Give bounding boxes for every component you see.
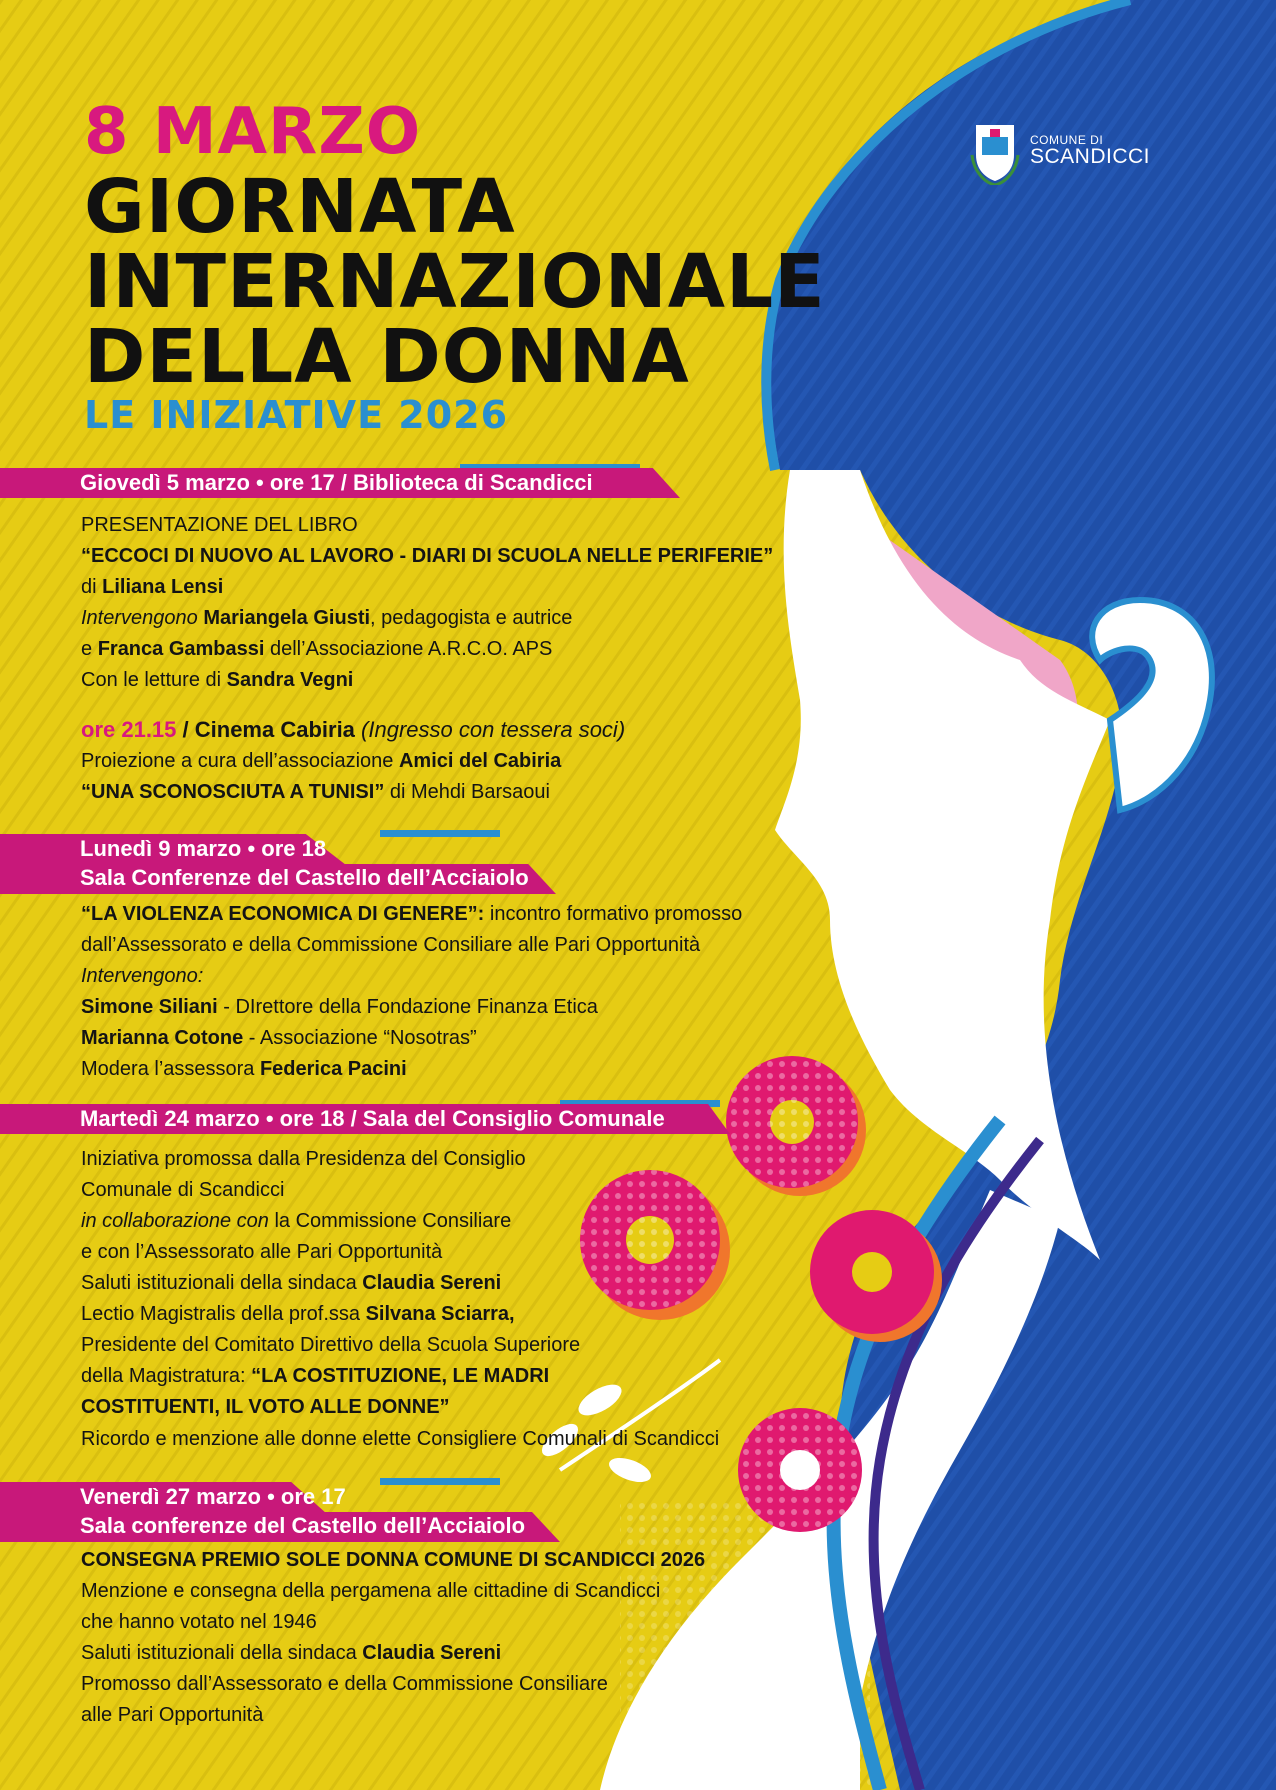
crest-icon xyxy=(966,115,1024,185)
event-line: Iniziativa promossa dalla Presidenza del Consiglio xyxy=(81,1148,526,1170)
text-fragment: Franca Gambassi xyxy=(97,638,265,660)
text-fragment: / xyxy=(176,717,195,742)
text-fragment: - DIrettore della Fondazione Finanza Etica xyxy=(217,996,598,1018)
event-line: COSTITUENTI, IL VOTO ALLE DONNE” xyxy=(81,1396,450,1418)
text-fragment: Liliana Lensi xyxy=(102,576,224,598)
text-fragment: Simone Siliani xyxy=(81,996,218,1018)
event-line xyxy=(81,1268,501,1299)
event-line xyxy=(81,1023,477,1054)
event-band xyxy=(0,1100,730,1134)
text-fragment: incontro formativo promosso xyxy=(484,903,743,925)
event-line: Comunale di Scandicci xyxy=(81,1179,285,1201)
text-fragment: di Mehdi Barsaoui xyxy=(384,781,550,803)
event-line xyxy=(81,634,552,665)
event-line xyxy=(81,777,550,808)
logo-line1: COMUNE DI xyxy=(1030,133,1104,147)
event-band xyxy=(0,1478,560,1542)
text-fragment: in collaborazione con xyxy=(81,1210,269,1232)
event-line xyxy=(81,899,742,930)
text-fragment: Intervengono xyxy=(81,607,198,629)
event-line xyxy=(81,1206,511,1237)
text-fragment: Lectio Magistralis della prof.ssa xyxy=(81,1303,366,1325)
text-fragment: Saluti istituzionali della sindaca xyxy=(81,1272,363,1294)
text-fragment: , pedagogista e autrice xyxy=(370,607,573,629)
event-line: Presidente del Comitato Direttivo della Scuola Superiore xyxy=(81,1334,581,1356)
text-fragment: Mariangela Giusti xyxy=(197,607,371,629)
text-fragment: “UNA SCONOSCIUTA A TUNISI” xyxy=(81,781,385,803)
text-fragment: Cinema Cabiria xyxy=(194,717,355,742)
text-fragment: Con le letture di xyxy=(81,669,227,691)
text-fragment: Proiezione a cura dell’associazione xyxy=(81,750,399,772)
event-line xyxy=(81,1299,515,1330)
event-line: Ricordo e menzione alle donne elette Consigliere Comunali di Scandicci xyxy=(81,1428,720,1450)
event-line xyxy=(81,603,572,634)
event-header: Venerdì 27 marzo • ore 17 xyxy=(80,1484,346,1509)
event-line xyxy=(81,1638,501,1669)
event-header: Lunedì 9 marzo • ore 18 xyxy=(80,836,327,861)
event-line xyxy=(81,572,223,603)
text-fragment: “LA COSTITUZIONE, LE MADRI xyxy=(251,1365,550,1387)
event-line: e con l’Assessorato alle Pari Opportunità xyxy=(81,1241,443,1263)
text-fragment: Saluti istituzionali della sindaca xyxy=(81,1642,363,1664)
event-band xyxy=(0,830,556,894)
text-fragment: dell’Associazione A.R.C.O. APS xyxy=(264,638,553,660)
event-line xyxy=(81,665,353,696)
title-line-1: GIORNATA xyxy=(84,164,516,250)
event-place: Sala Conferenze del Castello dell’Acciaiolo xyxy=(80,865,529,890)
text-fragment: Silvana Sciarra, xyxy=(365,1303,515,1325)
event-band xyxy=(0,464,680,498)
text-fragment: della Magistratura: xyxy=(81,1365,252,1387)
event-line: alle Pari Opportunità xyxy=(81,1704,264,1726)
event-line: “ECCOCI DI NUOVO AL LAVORO - DIARI DI SCUOLA NELLE PERIFERIE” xyxy=(81,545,774,567)
event-line: Promosso dall’Assessorato e della Commissione Consiliare xyxy=(81,1673,608,1695)
subtitle: LE INIZIATIVE 2026 xyxy=(84,393,509,437)
event-line xyxy=(81,1361,549,1392)
event-line: CONSEGNA PREMIO SOLE DONNA COMUNE DI SCANDICCI 2026 xyxy=(81,1549,706,1571)
event-line: PRESENTAZIONE DEL LIBRO xyxy=(81,514,358,536)
text-fragment: - Associazione “Nosotras” xyxy=(243,1027,477,1049)
text-fragment: di xyxy=(81,576,103,598)
event-line xyxy=(81,992,598,1023)
event-date-title: 8 MARZO xyxy=(84,95,422,169)
logo-line2: SCANDICCI xyxy=(1030,145,1151,168)
text-fragment: Federica Pacini xyxy=(259,1058,407,1080)
event-line: Menzione e consegna della pergamena alle cittadine di Scandicci xyxy=(81,1580,661,1602)
text-fragment: Claudia Sereni xyxy=(362,1272,502,1294)
text-fragment: Amici del Cabiria xyxy=(398,750,562,772)
event-line: Intervengono: xyxy=(81,965,204,987)
event-line: dall’Assessorato e della Commissione Consiliare alle Pari Opportunità xyxy=(81,934,701,956)
evening-header xyxy=(81,714,625,745)
title-line-3: DELLA DONNA xyxy=(84,314,690,400)
text-fragment: Marianna Cotone xyxy=(81,1027,244,1049)
event-line xyxy=(81,1054,407,1085)
text-fragment: Claudia Sereni xyxy=(362,1642,502,1664)
text-fragment: “LA VIOLENZA ECONOMICA DI GENERE”: xyxy=(81,903,485,925)
text-fragment: la Commissione Consiliare xyxy=(268,1210,512,1232)
event-place: Sala conferenze del Castello dell’Acciaiolo xyxy=(80,1513,526,1538)
event-line xyxy=(81,746,561,777)
event-line: che hanno votato nel 1946 xyxy=(81,1611,317,1633)
title-line-2: INTERNAZIONALE xyxy=(84,239,826,325)
text-fragment: Modera l’assessora xyxy=(81,1058,260,1080)
text-fragment: e xyxy=(81,638,98,660)
text-fragment: Sandra Vegni xyxy=(226,669,354,691)
event-header: Giovedì 5 marzo • ore 17 / Biblioteca di Scandicci xyxy=(80,470,593,495)
text-fragment: (Ingresso con tessera soci) xyxy=(354,717,626,742)
comune-logo xyxy=(966,115,1151,185)
text-fragment: ore 21.15 xyxy=(81,717,177,742)
event-header: Martedì 24 marzo • ore 18 / Sala del Consiglio Comunale xyxy=(80,1106,665,1131)
